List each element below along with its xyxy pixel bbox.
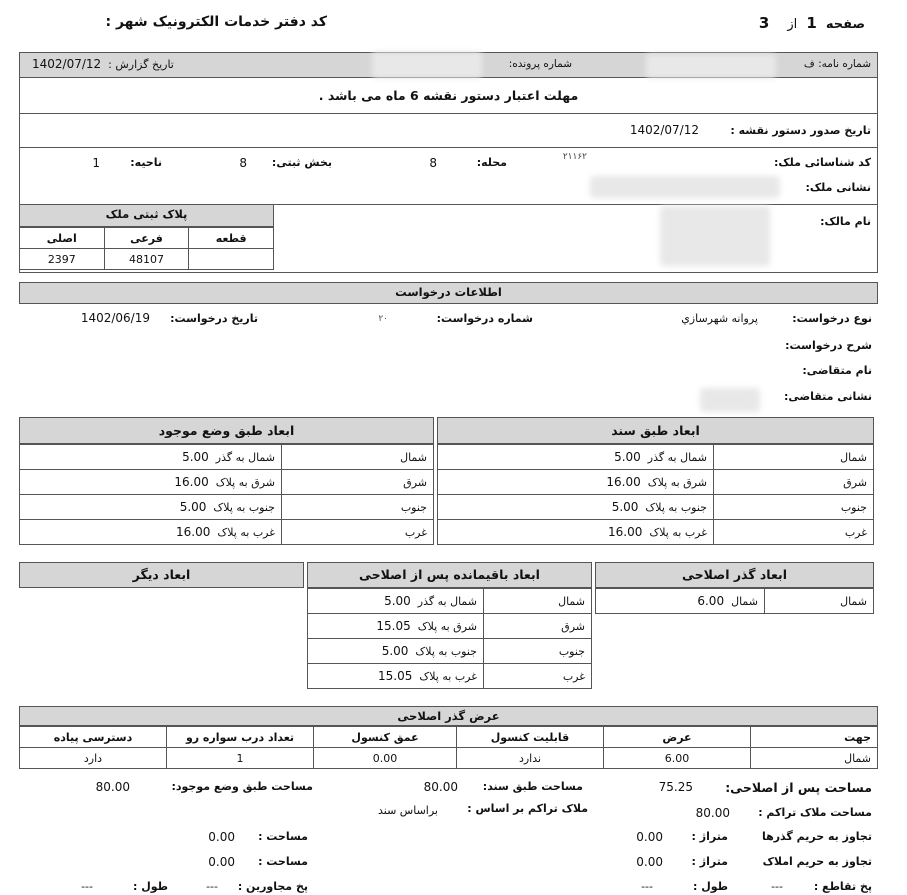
- redacted-area: [646, 54, 776, 78]
- metraj-label: متراژ :: [691, 855, 728, 868]
- arz-header: عرض: [604, 727, 751, 748]
- bakh-taghato-value: ---: [771, 880, 783, 893]
- arz-header: جهت: [751, 727, 878, 748]
- harim-gozar-label: تجاوز به حریم گذرها: [761, 830, 872, 843]
- mahale-label: محله:: [476, 156, 507, 169]
- dims-baghi-title: ابعاد باقیمانده پس از اصلاحی: [307, 562, 592, 588]
- arz-value: 1: [167, 748, 314, 769]
- letter-no-label: شماره نامه: ف: [803, 58, 871, 70]
- table-row-side: شمال: [714, 445, 874, 470]
- code-label: کد شناسائی ملک:: [773, 156, 871, 169]
- request-title: اطلاعات درخواست: [19, 282, 878, 304]
- office-title: کد دفتر خدمات الکترونیک شهر :: [105, 14, 327, 30]
- area-sanad-label: مساحت طبق سند:: [482, 780, 583, 793]
- plaque-table: [19, 227, 274, 270]
- plaque-header: اصلی: [20, 228, 105, 249]
- bakh-mojaverin-value: ---: [206, 880, 218, 893]
- bakhsh-value: 8: [239, 156, 247, 170]
- table-row-side: غرب: [282, 520, 434, 545]
- redacted-area: [372, 52, 482, 78]
- table-row-side: غرب: [484, 664, 592, 689]
- dims-baghi-table: [307, 588, 592, 689]
- arz-header: دسترسی پیاده: [20, 727, 167, 748]
- request-desc-label: شرح درخواست:: [785, 339, 872, 352]
- validity-text: مهلت اعتبار دستور نقشه 6 ماه می باشد .: [318, 88, 579, 103]
- harim-amlak-label: تجاوز به حریم املاک: [762, 855, 872, 868]
- masahat-value: 0.00: [208, 830, 235, 844]
- table-row-desc: غرب به پلاک 16.00: [438, 520, 714, 545]
- arz-value: 6.00: [604, 748, 751, 769]
- arz-value: شمال: [751, 748, 878, 769]
- dims-gozar-table: [595, 588, 874, 614]
- area-mojood-value: 80.00: [95, 780, 130, 794]
- bakh-mojaverin-label: پخ مجاورین :: [237, 880, 308, 893]
- applicant-label: نام متقاضی:: [802, 364, 872, 377]
- table-row-desc: شرق به پلاک 15.05: [308, 614, 484, 639]
- table-row-side: جنوب: [282, 495, 434, 520]
- tool-label: طول :: [132, 880, 168, 893]
- table-row-desc: جنوب به پلاک 5.00: [438, 495, 714, 520]
- nahie-label: ناحیه:: [130, 156, 162, 169]
- table-row-desc: شمال به گذر 5.00: [308, 589, 484, 614]
- table-row-side: شمال: [765, 589, 874, 614]
- tarakom-basis-value: براساس سند: [378, 804, 438, 817]
- arz-value: ندارد: [457, 748, 604, 769]
- plaque-header: قطعه: [189, 228, 274, 249]
- issue-label: تاریخ صدور دستور نقشه :: [730, 124, 871, 137]
- page-label: صفحه 1 از 3: [758, 14, 865, 32]
- dims-mojood-table: [19, 444, 434, 545]
- validity-row: [19, 78, 878, 114]
- redacted-area: [590, 176, 780, 198]
- table-row-side: شمال: [484, 589, 592, 614]
- table-row-desc: جنوب به پلاک 5.00: [20, 495, 282, 520]
- masahat-value: 0.00: [208, 855, 235, 869]
- code-value: ۲۱۱۶۲: [562, 152, 587, 162]
- plaque-value: [189, 249, 274, 270]
- table-row-desc: شمال به گذر 5.00: [20, 445, 282, 470]
- tarakom-basis-label: ملاک تراکم بر اساس :: [467, 802, 588, 815]
- request-type-value: پروانه شهرسازي: [681, 312, 758, 325]
- metraj-value: 0.00: [636, 830, 663, 844]
- table-row-side: شرق: [282, 470, 434, 495]
- area-mojood-label: مساحت طبق وضع موجود:: [171, 780, 313, 793]
- table-row-desc: شرق به پلاک 16.00: [20, 470, 282, 495]
- file-no-label: شماره پرونده:: [508, 58, 572, 70]
- plaque-value: 48107: [104, 249, 189, 270]
- table-row-desc: شمال به گذر 5.00: [438, 445, 714, 470]
- tool-value: ---: [641, 880, 653, 893]
- redacted-area: [700, 388, 760, 412]
- request-number-value: ۲۰: [378, 314, 388, 324]
- dims-sanad-title: ابعاد طبق سند: [437, 417, 874, 444]
- request-date-value: 1402/06/19: [80, 311, 150, 325]
- tool-label: طول :: [692, 880, 728, 893]
- table-row-side: غرب: [714, 520, 874, 545]
- dims-gozar-title: ابعاد گذر اصلاحی: [595, 562, 874, 588]
- areas-section: [19, 770, 878, 895]
- arz-header: عمق کنسول: [314, 727, 457, 748]
- report-date: تاریخ گزارش : 1402/07/12: [32, 57, 174, 71]
- area-tarakom-value: 80.00: [695, 806, 730, 820]
- address-label: نشانی ملک:: [805, 181, 871, 194]
- table-row-side: شمال: [282, 445, 434, 470]
- table-row-desc: شرق به پلاک 16.00: [438, 470, 714, 495]
- masahat-label: مساحت :: [258, 855, 308, 868]
- area-after-label: مساحت پس از اصلاحی:: [725, 780, 872, 795]
- issue-row: [19, 114, 878, 148]
- arz-header: قابلیت کنسول: [457, 727, 604, 748]
- area-tarakom-label: مساحت ملاک تراکم :: [758, 806, 872, 819]
- table-row-side: جنوب: [714, 495, 874, 520]
- metraj-value: 0.00: [636, 855, 663, 869]
- arz-value: دارد: [20, 748, 167, 769]
- table-row-desc: غرب به پلاک 15.05: [308, 664, 484, 689]
- owner-label: نام مالک:: [820, 215, 871, 228]
- arz-value: 0.00: [314, 748, 457, 769]
- area-sanad-value: 80.00: [423, 780, 458, 794]
- tool-value: ---: [81, 880, 93, 893]
- masahat-label: مساحت :: [258, 830, 308, 843]
- request-date-label: تاریخ درخواست:: [170, 312, 258, 325]
- arz-table: [19, 726, 878, 769]
- area-after-value: 75.25: [658, 780, 693, 794]
- arz-title: عرض گذر اصلاحی: [19, 706, 878, 726]
- applicant-address-label: نشانی متقاضی:: [783, 390, 872, 403]
- table-row-side: جنوب: [484, 639, 592, 664]
- redacted-area: [660, 206, 770, 266]
- request-number-label: شماره درخواست:: [436, 312, 533, 325]
- dims-sanad-table: [437, 444, 874, 545]
- arz-header: تعداد درب سواره رو: [167, 727, 314, 748]
- table-row-desc: جنوب به پلاک 5.00: [308, 639, 484, 664]
- dims-mojood-title: ابعاد طبق وضع موجود: [19, 417, 434, 444]
- mahale-value: 8: [429, 156, 437, 170]
- issue-date: 1402/07/12: [629, 123, 699, 137]
- table-row-side: شرق: [714, 470, 874, 495]
- table-row-side: شرق: [484, 614, 592, 639]
- plaque-value: 2397: [20, 249, 105, 270]
- nahie-value: 1: [92, 156, 100, 170]
- bakh-taghato-label: پخ تقاطع :: [813, 880, 872, 893]
- request-type-label: نوع درخواست:: [792, 312, 872, 325]
- plaque-title: پلاک ثبتی ملک: [19, 205, 274, 227]
- plaque-header: فرعی: [104, 228, 189, 249]
- dims-digar-title: ابعاد دیگر: [19, 562, 304, 588]
- bakhsh-label: بخش ثبتی:: [271, 156, 332, 169]
- table-row-desc: غرب به پلاک 16.00: [20, 520, 282, 545]
- table-row-desc: شمال 6.00: [596, 589, 765, 614]
- metraj-label: متراژ :: [691, 830, 728, 843]
